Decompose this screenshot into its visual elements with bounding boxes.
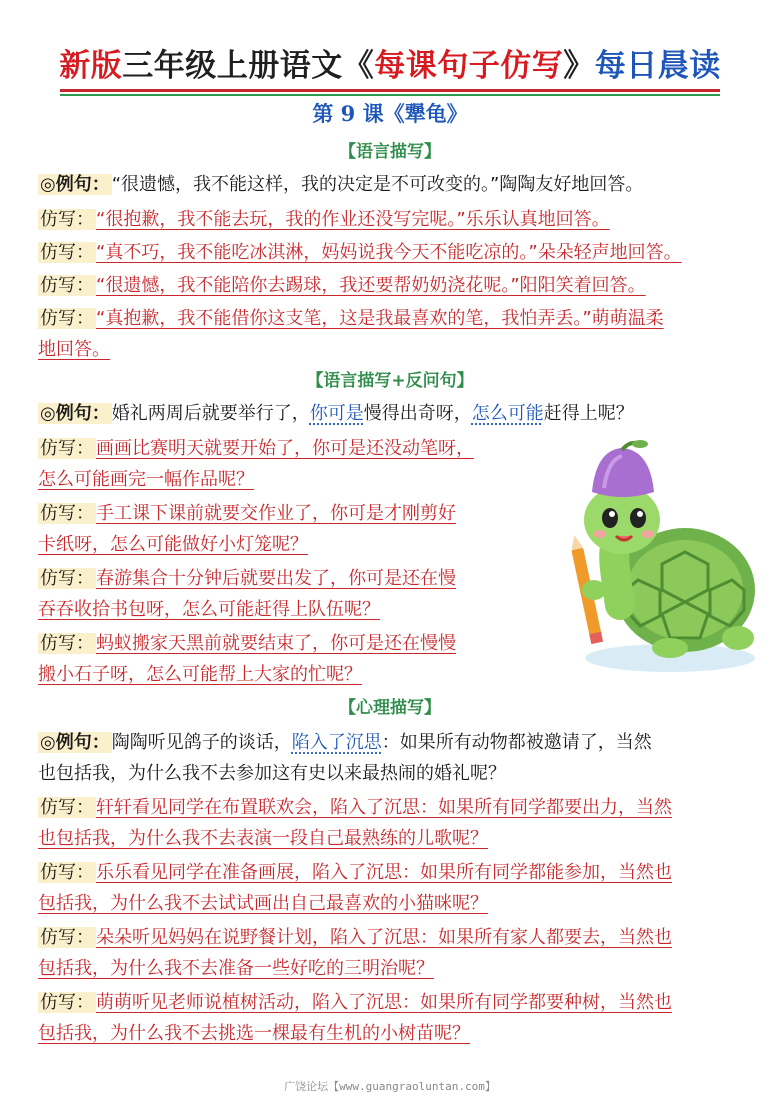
imitate-line: [38, 566, 456, 591]
footer-watermark: 广饶论坛【www.guangraoluntan.com】: [284, 1080, 496, 1093]
imitate-text: 春游集合十分钟后就要出发了，你可是还在慢: [96, 568, 456, 589]
imitate-text: 轩轩看见同学在布置联欢会，陷入了沉思：如果所有同学都要出力，当然: [96, 797, 672, 818]
imitate-text: 蚂蚁搬家天黑前就要结束了，你可是还在慢慢: [96, 633, 456, 654]
imitate-text: 朵朵听见妈妈在说野餐计划，陷入了沉思：如果所有家人都要去，当然也: [96, 927, 672, 948]
imitate-label: 仿写：: [40, 568, 94, 589]
title-part-daily: 每日晨读: [594, 48, 721, 84]
imitate-text: 也包括我，为什么我不去表演一段自己最熟练的儿歌呢？: [38, 828, 488, 849]
imitate-line-continued: [38, 337, 110, 362]
imitate-line: [38, 990, 672, 1015]
example-text: “很遗憾，我不能这样，我的决定是不可改变的。”陶陶友好地回答。: [111, 174, 644, 195]
imitate-line-continued: [38, 532, 308, 557]
imitate-text: 萌萌听见老师说植树活动，陷入了沉思：如果所有同学都要种树，当然也: [96, 992, 672, 1013]
imitate-label: 仿写：: [40, 797, 94, 818]
title-part-grade: 三年级上册语文《: [122, 48, 375, 84]
turtle-illustration: [560, 440, 760, 680]
imitate-label: 仿写：: [40, 633, 94, 654]
imitate-label: 仿写：: [40, 209, 94, 230]
imitate-line-continued: [38, 891, 488, 916]
example-text: 也包括我，为什么我不去参加这有史以来最热闹的婚礼呢？: [38, 763, 506, 784]
lesson-heading: 第 9 课《犟龟》: [312, 101, 468, 126]
imitate-text: 包括我，为什么我不去试试画出自己最喜欢的小猫咪呢？: [38, 893, 488, 914]
example-text: 赶得上呢？: [543, 403, 634, 424]
section-heading-psychology: 【心理描写】: [339, 698, 441, 718]
imitate-line: [38, 925, 672, 950]
example-keyword: 你可是: [309, 403, 364, 424]
imitate-line: [38, 436, 474, 461]
example-line: [38, 401, 634, 426]
example-label: ◎例句：: [40, 174, 110, 195]
example-label: ◎例句：: [40, 732, 110, 753]
example-label: ◎例句：: [40, 403, 110, 424]
imitate-text: 搬小石子呀，怎么可能帮上大家的忙呢？: [38, 664, 362, 685]
imitate-text: 吞吞收拾书包呀，怎么可能赶得上队伍呢？: [38, 599, 380, 620]
title-part-close: 》: [563, 48, 595, 84]
imitate-text: 手工课下课前就要交作业了，你可是才刚剪好: [96, 503, 456, 524]
example-keyword: 怎么可能: [471, 403, 544, 424]
imitate-text: “真抱歉，我不能借你这支笔，这是我最喜欢的笔，我怕弄丢。”萌萌温柔: [96, 308, 664, 329]
imitate-line-continued: [38, 1021, 470, 1046]
imitate-text: “很抱歉，我不能去玩，我的作业还没写完呢。”乐乐认真地回答。: [96, 209, 610, 230]
imitate-label: 仿写：: [40, 242, 94, 263]
imitate-label: 仿写：: [40, 275, 94, 296]
imitate-line-continued: [38, 467, 254, 492]
imitate-line: [38, 501, 456, 526]
imitate-line: [38, 631, 456, 656]
title-divider-green: [60, 94, 720, 96]
example-line: [38, 730, 652, 755]
example-text: 婚礼两周后就要举行了，: [111, 403, 310, 424]
imitate-label: 仿写：: [40, 927, 94, 948]
title-part-new: 新版: [59, 48, 123, 84]
example-text: 陶陶听见鸽子的谈话，: [111, 732, 292, 753]
title-part-topic: 每课句子仿写: [374, 48, 564, 84]
imitate-line-continued: [38, 597, 380, 622]
imitate-text: 怎么可能画完一幅作品呢？: [38, 469, 254, 490]
imitate-text: “真不巧，我不能吃冰淇淋，妈妈说我今天不能吃凉的。”朵朵轻声地回答。: [96, 242, 682, 263]
imitate-text: 卡纸呀，怎么可能做好小灯笼呢？: [38, 534, 308, 555]
imitate-line: [38, 273, 646, 298]
flower-hat-icon: [592, 440, 654, 497]
imitate-text: 包括我，为什么我不去挑选一棵最有生机的小树苗呢？: [38, 1023, 470, 1044]
imitate-label: 仿写：: [40, 992, 94, 1013]
example-text: ：如果所有动物都被邀请了，当然: [381, 732, 652, 753]
title-divider-red: [60, 89, 720, 92]
imitate-line-continued: [38, 826, 488, 851]
turtle-eye-right: [630, 508, 646, 528]
imitate-line: [38, 306, 664, 331]
imitate-text: 包括我，为什么我不去准备一些好吃的三明治呢？: [38, 958, 434, 979]
imitate-text: “很遗憾，我不能陪你去踢球，我还要帮奶奶浇花呢。”阳阳笑着回答。: [96, 275, 646, 296]
page-title: [0, 44, 780, 88]
imitate-line-continued: [38, 662, 362, 687]
imitate-line: [38, 795, 672, 820]
imitate-text: 画画比赛明天就要开始了，你可是还没动笔呀，: [96, 438, 474, 459]
imitate-label: 仿写：: [40, 438, 94, 459]
imitate-line: [38, 860, 672, 885]
imitate-line: [38, 207, 610, 232]
example-keyword: 陷入了沉思: [291, 732, 382, 753]
imitate-label: 仿写：: [40, 862, 94, 883]
example-line-continued: [38, 761, 506, 786]
imitate-text: 乐乐看见同学在准备画展，陷入了沉思：如果所有同学都能参加，当然也: [96, 862, 672, 883]
imitate-line-continued: [38, 956, 434, 981]
example-line: [38, 172, 643, 197]
section-heading-rhetorical: 【语言描写+反问句】: [306, 371, 474, 391]
imitate-label: 仿写：: [40, 308, 94, 329]
imitate-text: 地回答。: [38, 339, 110, 360]
section-heading-speech: 【语言描写】: [339, 142, 441, 162]
imitate-line: [38, 240, 682, 265]
turtle-eye-left: [602, 508, 618, 528]
example-text: 慢得出奇呀，: [363, 403, 472, 424]
imitate-label: 仿写：: [40, 503, 94, 524]
